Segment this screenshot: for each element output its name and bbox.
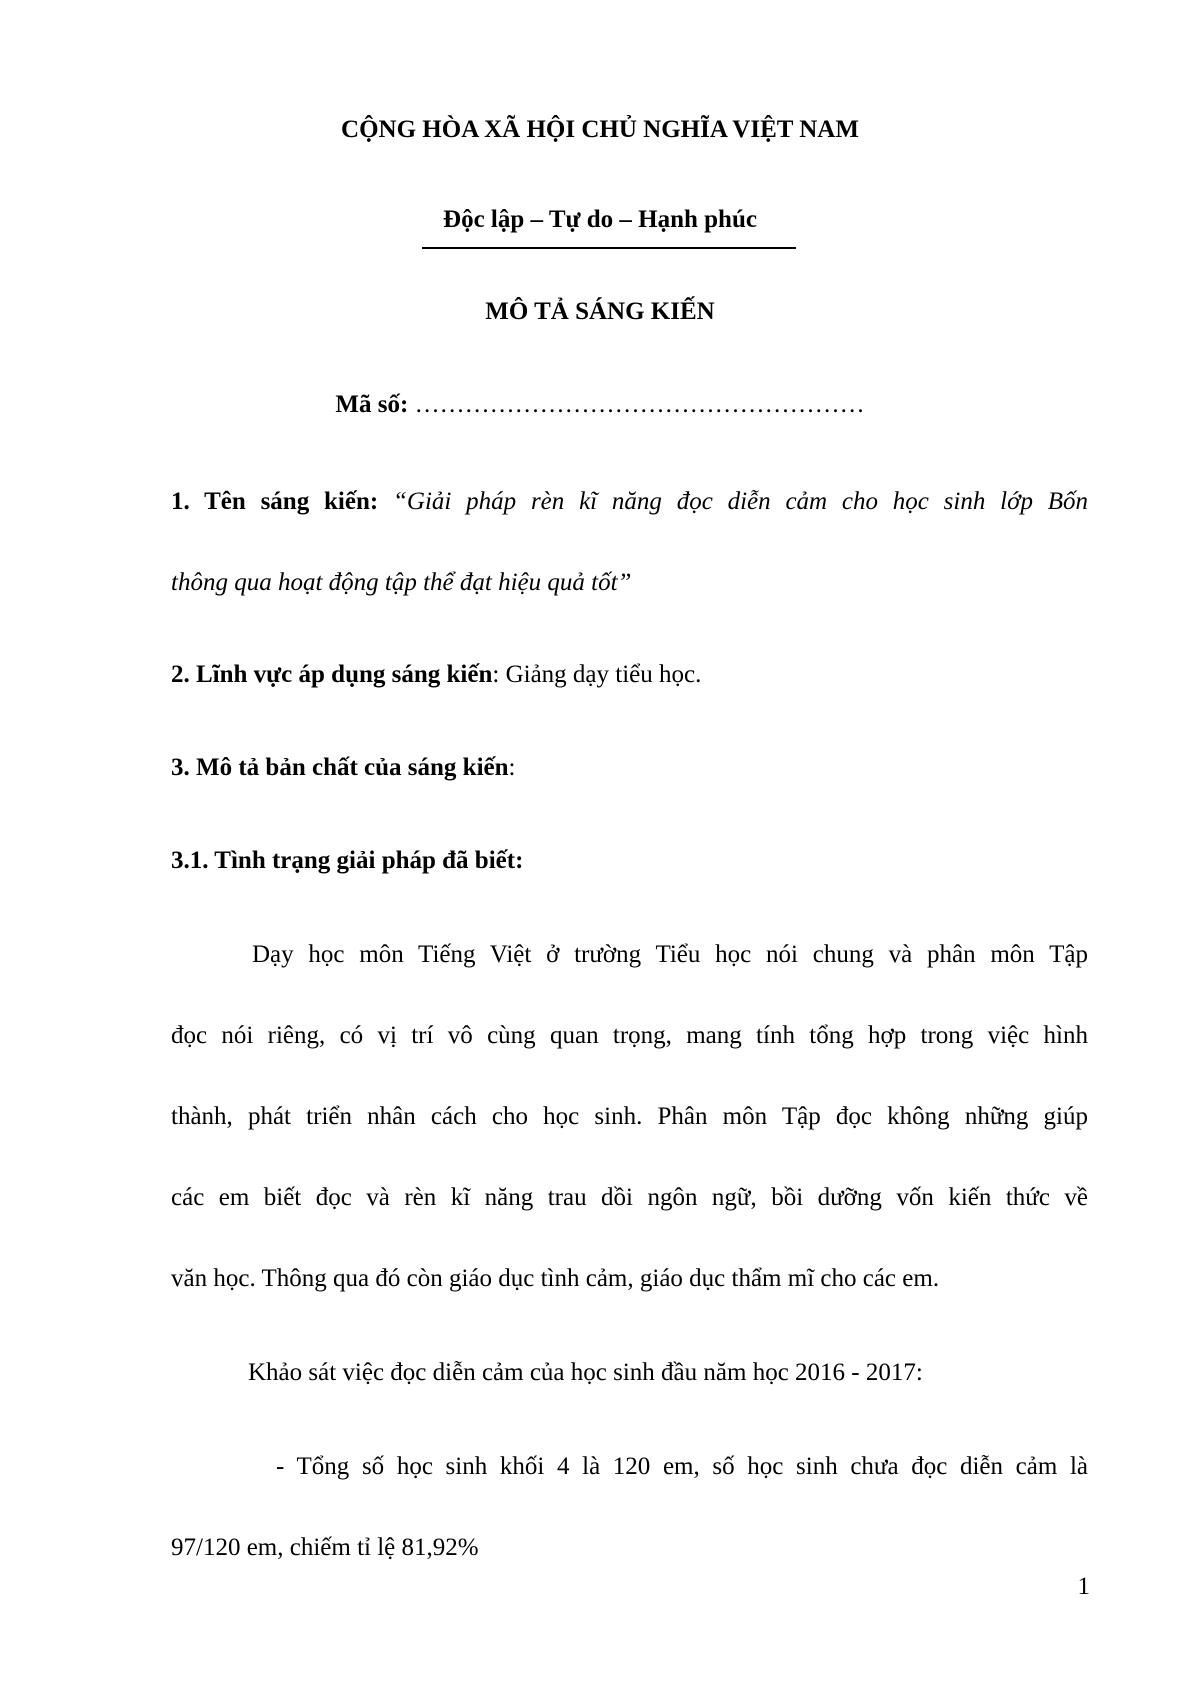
section-1-line-1 xyxy=(171,487,1088,517)
section-1-label: 1. Tên sáng kiến: xyxy=(171,488,379,515)
section-1-title-part-1: “Giải pháp rèn kĩ năng đọc diễn cảm cho học sinh lớp Bốn xyxy=(393,488,1089,515)
paragraph-line-2: đọc nói riêng, có vị trí vô cùng quan trọng, mang tính tổng hợp trong việc hình xyxy=(171,1022,1088,1049)
paragraph-line-5: văn học. Thông qua đó còn giáo dục tình cảm, giáo dục thẩm mĩ cho các em. xyxy=(171,1265,940,1292)
paragraph-line-1: Dạy học môn Tiếng Việt ở trường Tiểu học nói chung và phân môn Tập xyxy=(252,941,1088,968)
code-label: Mã số: xyxy=(335,391,409,418)
paragraph-line-3: thành, phát triển nhân cách cho học sinh. Phân môn Tập đọc không những giúp xyxy=(171,1103,1088,1130)
nation-heading: CỘNG HÒA XÃ HỘI CHỦ NGHĨA VIỆT NAM xyxy=(341,116,859,143)
motto: Độc lập – Tự do – Hạnh phúc xyxy=(443,206,757,233)
section-3 xyxy=(171,753,1088,783)
section-2 xyxy=(171,660,1088,690)
section-1-title-part-2: thông qua hoạt động tập thể đạt hiệu quả tốt” xyxy=(171,569,632,596)
section-3-label: 3. Mô tả bản chất của sáng kiến xyxy=(171,754,509,781)
code-line xyxy=(0,390,1200,420)
section-3-colon: : xyxy=(508,754,516,781)
code-dots: ……………………………………………… xyxy=(414,391,865,418)
survey-bullet-line-2: 97/120 em, chiếm tỉ lệ 81,92% xyxy=(171,1534,479,1561)
section-2-label: 2. Lĩnh vực áp dụng sáng kiến xyxy=(171,661,493,688)
document-title: MÔ TẢ SÁNG KIẾN xyxy=(485,298,715,325)
page-number: 1 xyxy=(1077,1573,1090,1600)
survey-bullet-line-1: - Tổng số học sinh khối 4 là 120 em, số học sinh chưa đọc diễn cảm là xyxy=(276,1453,1088,1480)
section-3-1-heading: 3.1. Tình trạng giải pháp đã biết: xyxy=(171,847,524,874)
section-2-value: : Giảng dạy tiểu học. xyxy=(492,661,702,688)
survey-intro: Khảo sát việc đọc diễn cảm của học sinh đầu năm học 2016 - 2017: xyxy=(248,1359,923,1386)
section-1-line-2 xyxy=(171,568,1088,598)
paragraph-line-4: các em biết đọc và rèn kĩ năng trau dồi ngôn ngữ, bồi dưỡng vốn kiến thức về xyxy=(171,1184,1088,1211)
motto-underline xyxy=(422,247,796,249)
